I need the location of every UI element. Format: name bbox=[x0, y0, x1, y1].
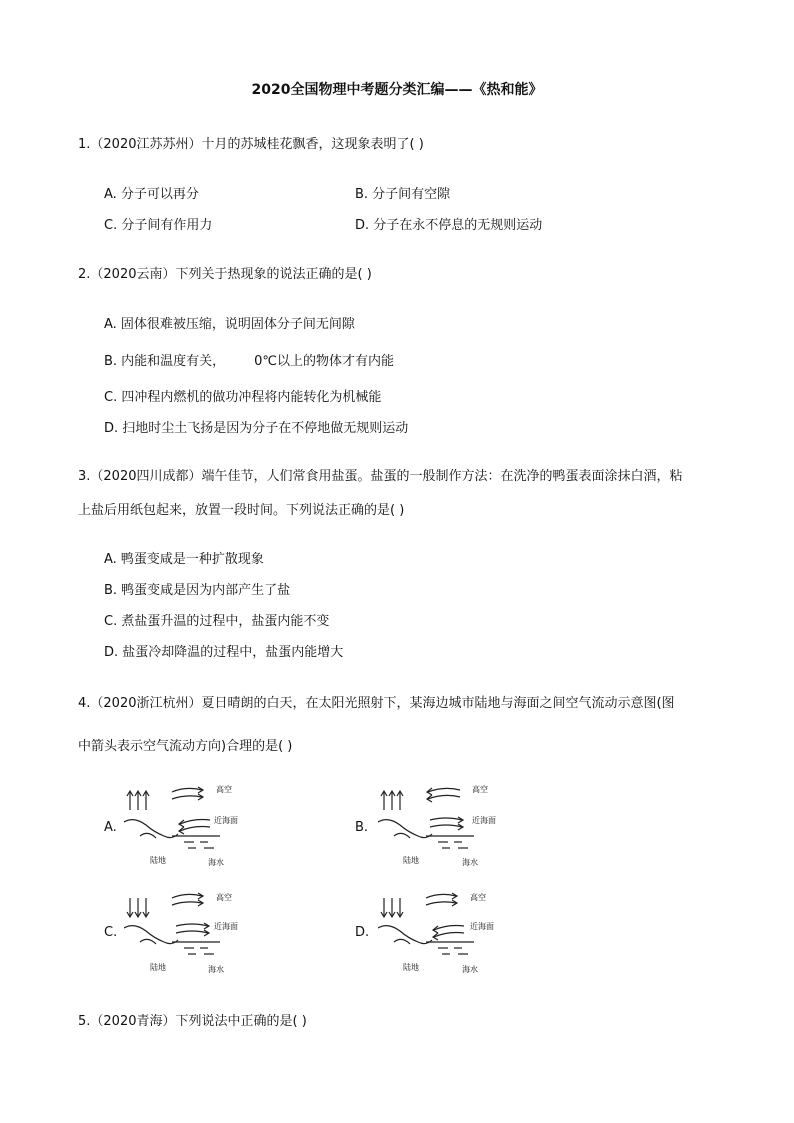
land-contour-inner bbox=[140, 939, 156, 944]
near-flow-right-arrows-icon bbox=[430, 817, 463, 830]
figure-c-label: C. bbox=[104, 925, 118, 940]
question-2-option-a: A. 固体很难被压缩，说明固体分子间无间隙 bbox=[104, 317, 355, 332]
question-3-option-b: B. 鸭蛋变咸是因为内部产生了盐 bbox=[104, 583, 291, 598]
question-2-option-c: C. 四冲程内燃机的做功冲程将内能转化为机械能 bbox=[104, 390, 382, 405]
vertical-arrows-down-icon bbox=[381, 898, 403, 917]
figure-d-near-label: 近海面 bbox=[470, 922, 494, 931]
question-4-stem-line1: 4.（2020浙江杭州）夏日晴朗的白天，在太阳光照射下，某海边城市陆地与海面之间空气流动示意图(图 bbox=[78, 696, 675, 711]
high-flow-right-arrows-icon bbox=[426, 893, 457, 906]
near-flow-right-arrows-icon bbox=[176, 923, 209, 936]
figure-b-sea-label: 海水 bbox=[462, 858, 478, 867]
figure-b-near-label: 近海面 bbox=[472, 816, 496, 825]
question-1-option-a: A. 分子可以再分 bbox=[104, 187, 199, 202]
question-3-stem-line2: 上盐后用纸包起来，放置一段时间。下列说法正确的是( ) bbox=[78, 503, 405, 518]
figure-d-sea-label: 海水 bbox=[462, 965, 478, 974]
figure-a-label: A. bbox=[104, 820, 117, 835]
land-contour-inner bbox=[394, 833, 410, 838]
vertical-arrows-up-icon bbox=[381, 791, 403, 810]
figure-b-high-label: 高空 bbox=[472, 785, 488, 794]
land-contour-inner bbox=[394, 939, 410, 944]
vertical-arrows-down-icon bbox=[127, 898, 149, 917]
question-1-stem: 1.（2020江苏苏州）十月的苏城桂花飘香，这现象表明了( ) bbox=[78, 137, 424, 152]
question-3-option-a: A. 鸭蛋变咸是一种扩散现象 bbox=[104, 552, 264, 567]
figure-b-land-label: 陆地 bbox=[403, 856, 419, 865]
figure-b-label: B. bbox=[355, 820, 369, 835]
figure-c-high-label: 高空 bbox=[216, 893, 232, 902]
question-3-option-d: D. 盐蛋冷却降温的过程中，盐蛋内能增大 bbox=[104, 645, 344, 660]
near-flow-left-arrows-icon bbox=[433, 926, 464, 941]
figure-c-sea-label: 海水 bbox=[208, 965, 224, 974]
question-4-stem-line2: 中箭头表示空气流动方向)合理的是( ) bbox=[78, 739, 293, 754]
figure-c-near-label: 近海面 bbox=[214, 922, 238, 931]
question-1-option-b: B. 分子间有空隙 bbox=[355, 187, 451, 202]
figure-a-sea-label: 海水 bbox=[208, 858, 224, 867]
figure-d-high-label: 高空 bbox=[470, 893, 486, 902]
question-1-option-c: C. 分子间有作用力 bbox=[104, 218, 213, 233]
figure-d-label: D. bbox=[355, 925, 370, 940]
question-5-stem: 5.（2020青海）下列说法中正确的是( ) bbox=[78, 1014, 307, 1029]
figure-c-land-label: 陆地 bbox=[150, 963, 166, 972]
page-title: 2020全国物理中考题分类汇编——《热和能》 bbox=[251, 82, 543, 98]
question-3-option-c: C. 煮盐蛋升温的过程中，盐蛋内能不变 bbox=[104, 614, 330, 629]
figure-a-high-label: 高空 bbox=[216, 785, 232, 794]
near-flow-left-arrows-icon bbox=[179, 820, 210, 835]
question-2-stem: 2.（2020云南）下列关于热现象的说法正确的是( ) bbox=[78, 267, 372, 282]
high-flow-right-arrows-icon bbox=[172, 787, 203, 800]
question-2-option-b: B. 内能和温度有关， 0℃以上的物体才有内能 bbox=[104, 354, 394, 369]
question-2-option-d: D. 扫地时尘土飞扬是因为分子在不停地做无规则运动 bbox=[104, 421, 409, 436]
figure-a-land-label: 陆地 bbox=[150, 856, 166, 865]
vertical-arrows-up-icon bbox=[127, 791, 149, 810]
figure-a-near-label: 近海面 bbox=[214, 816, 238, 825]
high-flow-left-arrows-icon bbox=[427, 788, 460, 802]
land-contour-inner bbox=[140, 833, 156, 838]
question-3-stem-line1: 3.（2020四川成都）端午佳节，人们常食用盐蛋。盐蛋的一般制作方法：在洗净的鸭蛋表面涂抹白酒，粘 bbox=[78, 469, 683, 484]
question-1-option-d: D. 分子在永不停息的无规则运动 bbox=[355, 218, 543, 233]
figure-d-land-label: 陆地 bbox=[403, 963, 419, 972]
high-flow-right-arrows-icon bbox=[172, 893, 203, 906]
